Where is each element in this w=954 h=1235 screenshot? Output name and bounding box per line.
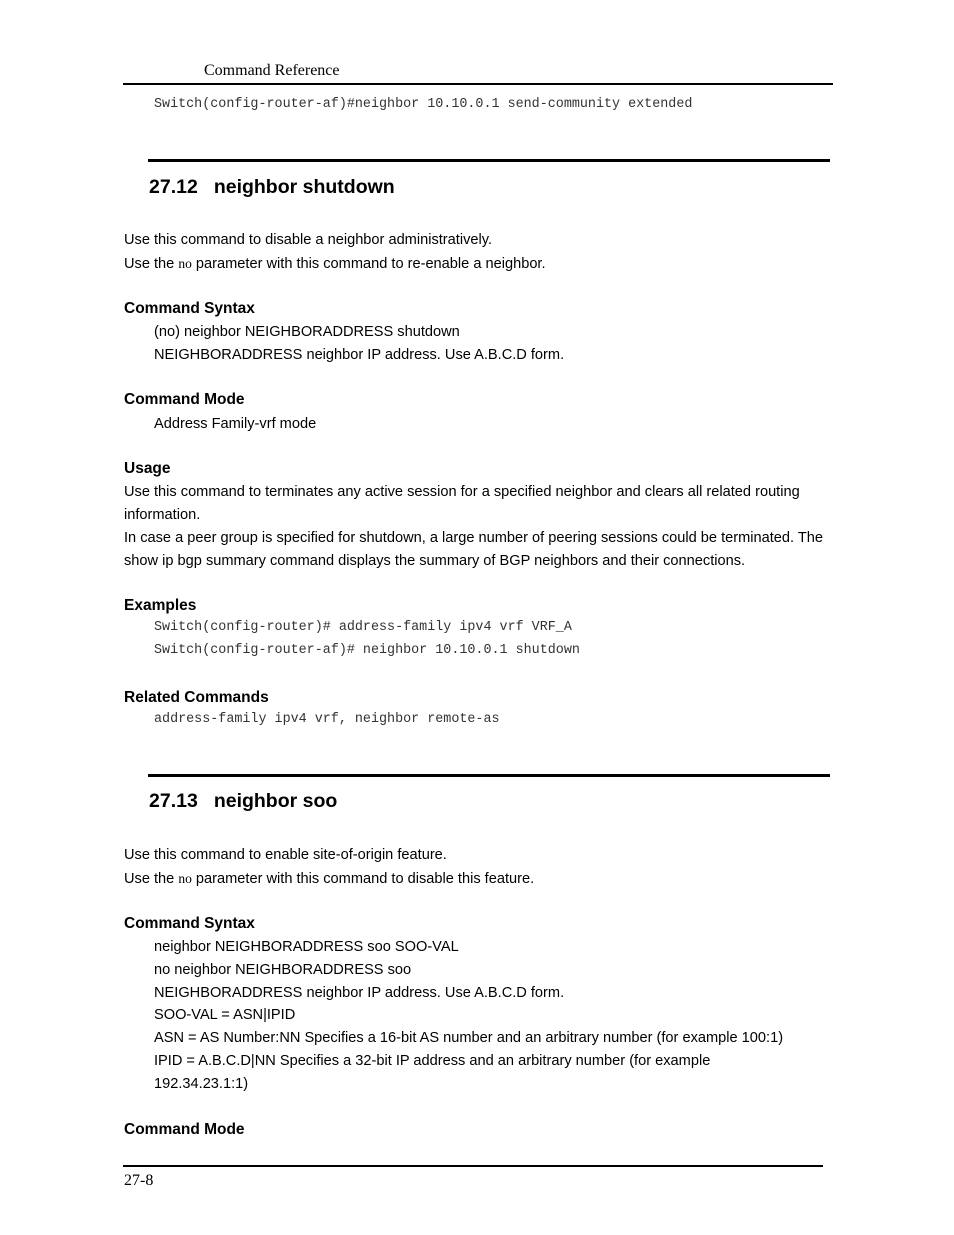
section-heading-27-12 (149, 176, 395, 199)
subheading-command-syntax: Command Syntax (124, 915, 255, 932)
syntax-line: ASN = AS Number:NN Specifies a 16-bit AS number and an arbitrary number (for example 100:1) (154, 1030, 784, 1046)
code-line: Switch(config-router-af)# neighbor 10.10.0.1 shutdown (154, 643, 580, 658)
syntax-line: IPID = A.B.C.D|NN Specifies a 32-bit IP address and an arbitrary number (for example (154, 1053, 711, 1069)
paragraph (124, 867, 534, 891)
no-keyword: no (178, 871, 192, 886)
section-number: 27.13 (149, 790, 198, 812)
section-rule (148, 159, 830, 162)
usage-line: Use this command to terminates any active session for a specified neighbor and clears all related routing (124, 484, 800, 500)
text: Use the (124, 256, 179, 272)
subheading-command-mode: Command Mode (124, 391, 245, 408)
paragraph: Use this command to disable a neighbor administratively. (124, 232, 492, 248)
paragraph: Use this command to enable site-of-origin feature. (124, 847, 447, 863)
usage-line: In case a peer group is specified for shutdown, a large number of peering sessions could be terminated. The (124, 530, 824, 546)
section-title: neighbor shutdown (213, 176, 395, 198)
syntax-line: 192.34.23.1:1) (154, 1076, 249, 1092)
text: parameter with this command to re-enable a neighbor. (191, 256, 546, 272)
paragraph (124, 252, 546, 276)
code-line: address-family ipv4 vrf, neighbor remote-as (154, 712, 500, 727)
header-rule (123, 83, 833, 85)
subheading-examples: Examples (124, 597, 197, 614)
code-line: Switch(config-router)# address-family ipv4 vrf VRF_A (154, 620, 572, 635)
usage-line: show ip bgp summary command displays the summary of BGP neighbors and their connections. (124, 553, 746, 569)
subheading-command-mode: Command Mode (124, 1121, 245, 1138)
mode-text: Address Family-vrf mode (154, 416, 317, 432)
subheading-command-syntax: Command Syntax (124, 300, 255, 317)
page-number: 27-8 (124, 1172, 154, 1189)
syntax-line: no neighbor NEIGHBORADDRESS soo (154, 962, 412, 978)
code-line: Switch(config-router-af)#neighbor 10.10.0.1 send-community extended (154, 97, 693, 112)
subheading-usage: Usage (124, 460, 171, 477)
section-rule (148, 774, 830, 777)
text: parameter with this command to disable this feature. (191, 871, 535, 887)
running-header: Command Reference (204, 62, 340, 79)
section-number: 27.12 (149, 176, 198, 198)
subheading-related-commands: Related Commands (124, 689, 269, 706)
syntax-line: (no) neighbor NEIGHBORADDRESS shutdown (154, 324, 460, 340)
footer-rule (123, 1165, 823, 1167)
syntax-line: NEIGHBORADDRESS neighbor IP address. Use A.B.C.D form. (154, 985, 565, 1001)
no-keyword: no (178, 256, 192, 271)
syntax-line: SOO-VAL = ASN|IPID (154, 1007, 296, 1023)
usage-line: information. (124, 507, 201, 523)
section-heading-27-13 (149, 790, 337, 813)
syntax-line: neighbor NEIGHBORADDRESS soo SOO-VAL (154, 939, 459, 955)
section-title: neighbor soo (213, 790, 338, 812)
syntax-line: NEIGHBORADDRESS neighbor IP address. Use A.B.C.D form. (154, 347, 565, 363)
text: Use the (124, 871, 179, 887)
